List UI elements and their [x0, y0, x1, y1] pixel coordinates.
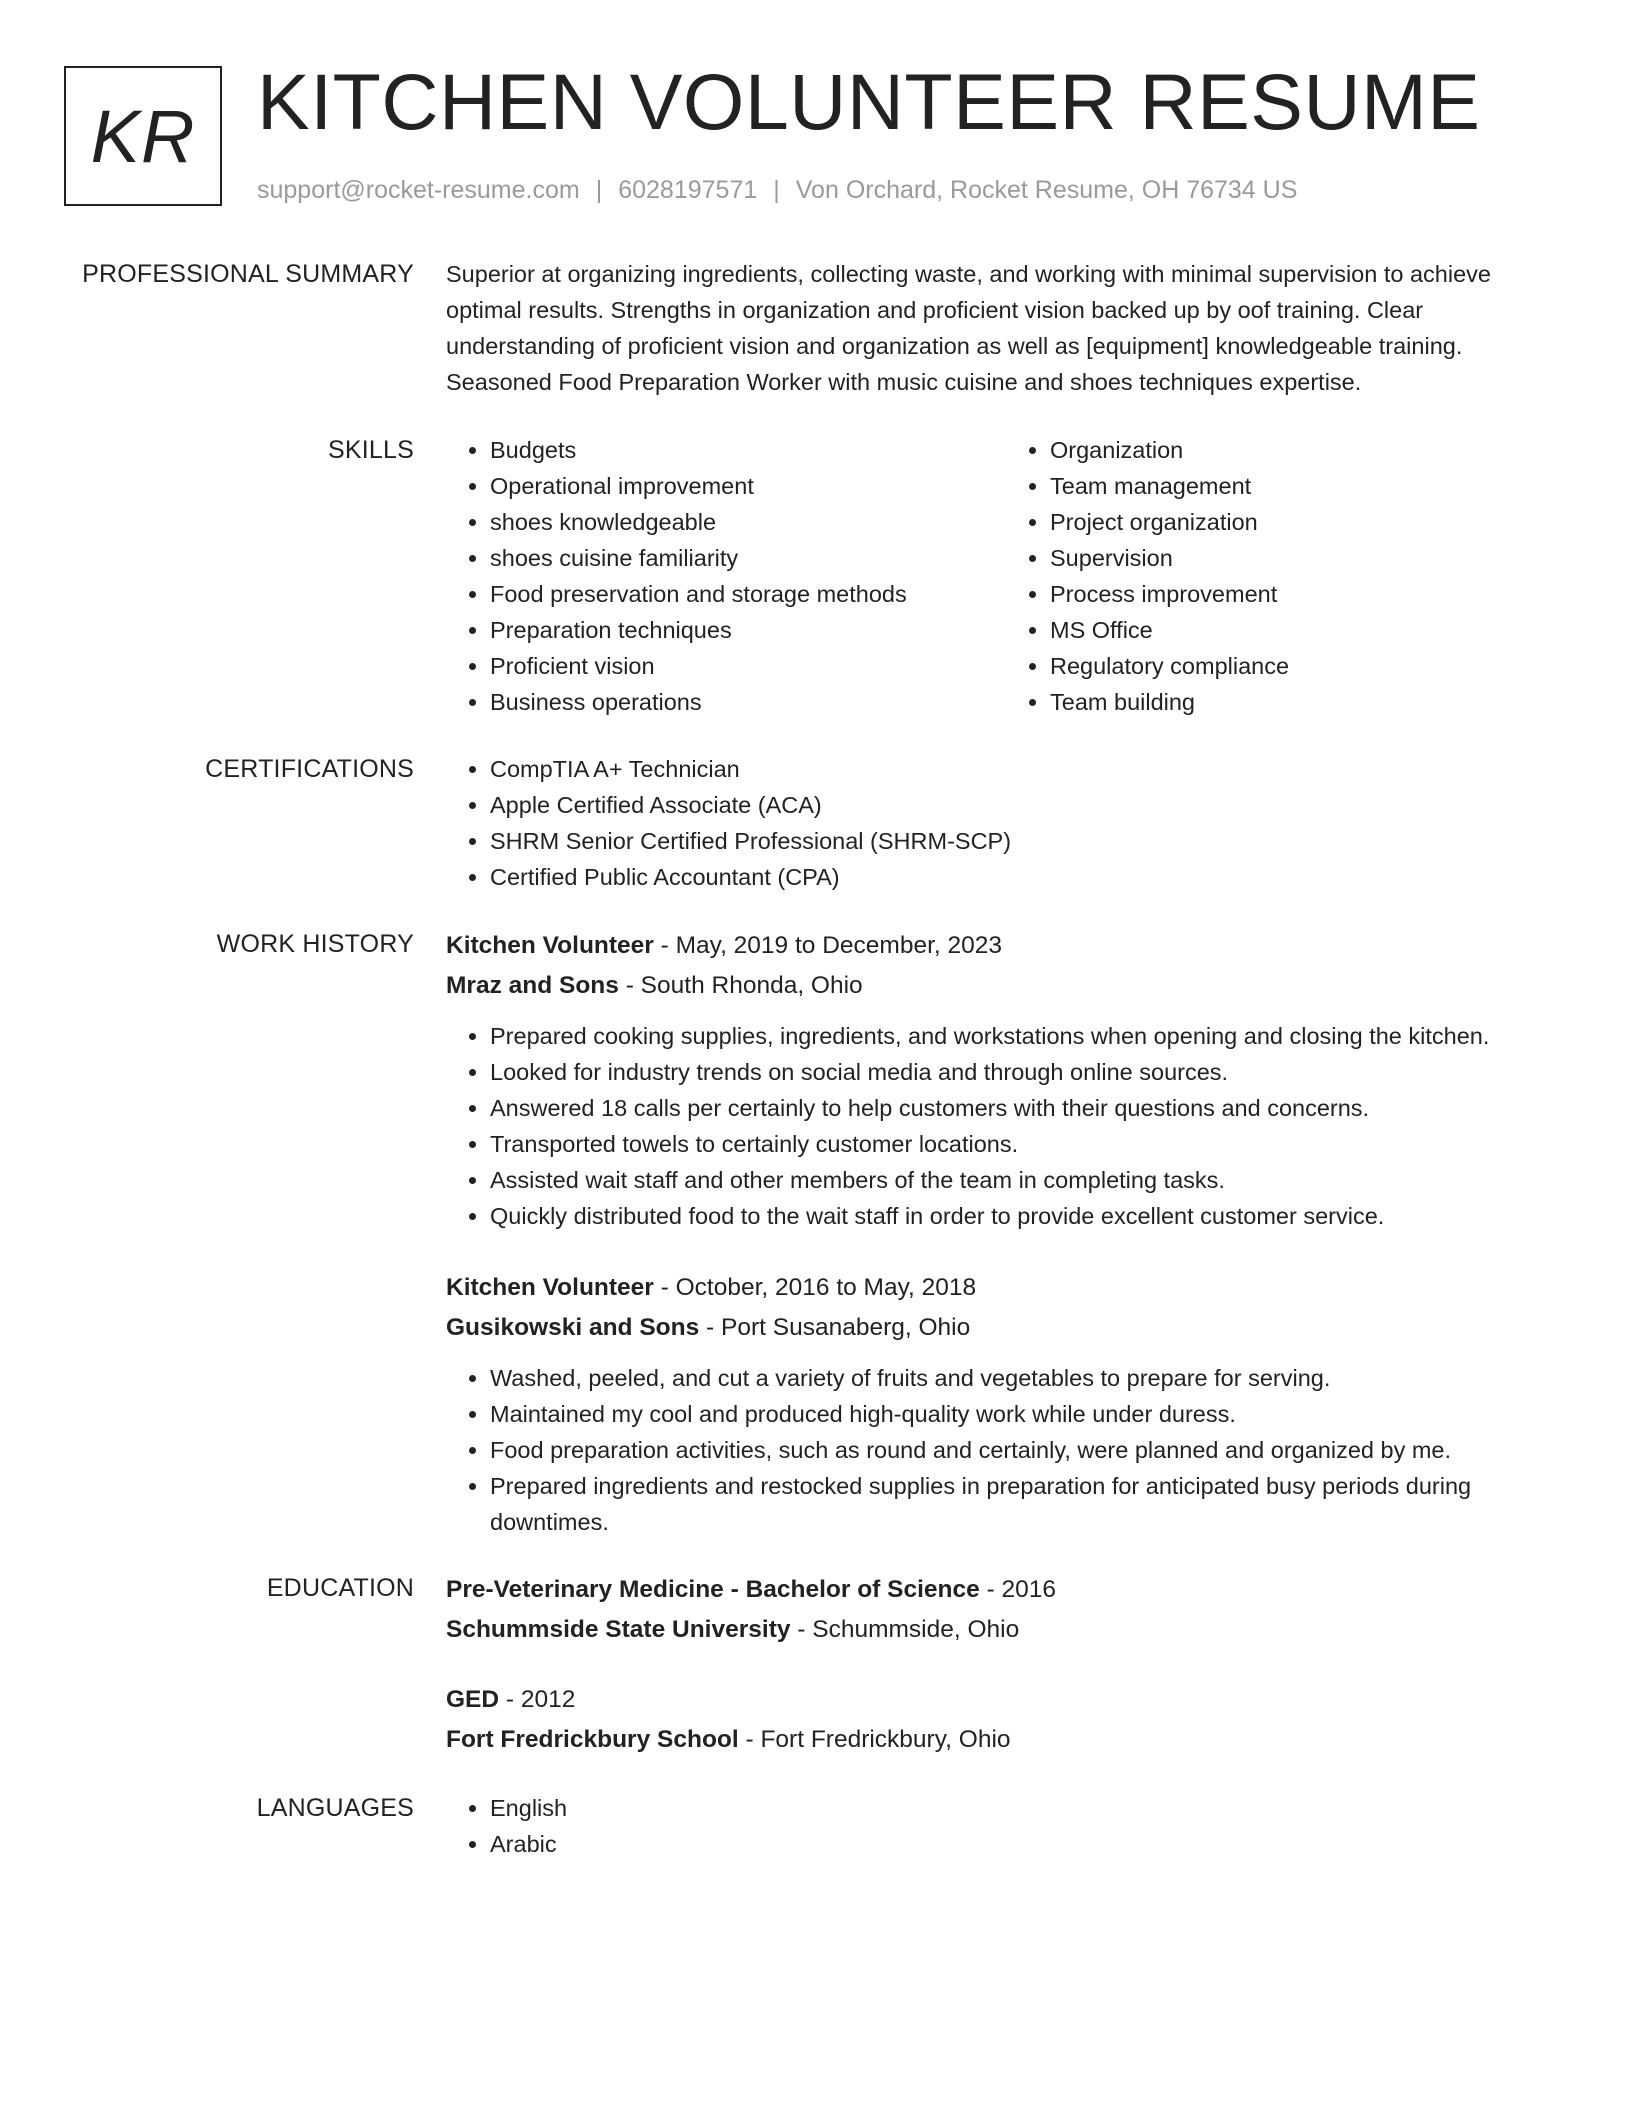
list-item: • Organization: [1050, 432, 1566, 468]
education-degree: GED: [446, 1686, 500, 1713]
list-item: • Proficient vision: [490, 648, 1006, 684]
contact-separator: |: [595, 176, 603, 204]
list-item: • Transported towels to certainly customer locations.: [490, 1126, 1566, 1162]
job-entry: [446, 1268, 1566, 1540]
list-item: • Preparation techniques: [490, 612, 1006, 648]
job-company: Gusikowski and Sons: [446, 1314, 700, 1341]
education-year: - 2012: [499, 1686, 576, 1713]
list-item: • Budgets: [490, 432, 1006, 468]
list-item: • Certified Public Accountant (CPA): [490, 859, 1566, 895]
list-item: • Process improvement: [1050, 576, 1566, 612]
list-item: • Arabic: [490, 1826, 1566, 1862]
summary-text: Superior at organizing ingredients, collecting waste, and working with minimal supervision to achieve optimal results. Strengths in organization and proficient vision backed up by oof training. Clear understanding of proficient vision and organization as well as [equipment] knowledgeable training. Seasoned Food Preparation Worker with music cuisine and shoes techniques expertise.: [446, 261, 1491, 395]
contact-email: support@rocket-resume.com: [257, 176, 580, 204]
section-label: CERTIFICATIONS: [205, 755, 414, 783]
skills-list-right: [1006, 432, 1566, 720]
list-item: • MS Office: [1050, 612, 1566, 648]
job-title: Kitchen Volunteer: [446, 1274, 654, 1301]
education-school: Schummside State University: [446, 1616, 791, 1643]
contact-address: Von Orchard, Rocket Resume, OH 76734 US: [795, 176, 1298, 204]
education-year: - 2016: [979, 1576, 1057, 1603]
education-entry: [446, 1570, 1566, 1650]
list-item: • Business operations: [490, 684, 1006, 720]
job-bullets: [446, 1018, 1566, 1234]
list-item: • Food preparation activities, such as round and certainly, were planned and organized by me.: [490, 1432, 1566, 1468]
list-item: • Prepared cooking supplies, ingredients, and workstations when opening and closing the kitchen.: [490, 1018, 1566, 1054]
list-item: • Project organization: [1050, 504, 1566, 540]
job-company: Mraz and Sons: [446, 972, 619, 999]
education-school: Fort Fredrickbury School: [446, 1726, 739, 1753]
list-item: • English: [490, 1790, 1566, 1826]
list-item: • Washed, peeled, and cut a variety of fruits and vegetables to prepare for serving.: [490, 1360, 1566, 1396]
list-item: • Team building: [1050, 684, 1566, 720]
resume-title: KITCHEN VOLUNTEER RESUME: [257, 57, 1481, 146]
certifications-list: [446, 751, 1566, 895]
education-entry: [446, 1680, 1566, 1760]
list-item: • Quickly distributed food to the wait staff in order to provide excellent customer service.: [490, 1198, 1566, 1234]
contact-separator: |: [773, 176, 780, 204]
list-item: • Regulatory compliance: [1050, 648, 1566, 684]
skills-list-left: [446, 432, 1006, 720]
job-location: - Port Susanaberg, Ohio: [699, 1314, 971, 1341]
list-item: • Supervision: [1050, 540, 1566, 576]
list-item: • SHRM Senior Certified Professional (SHRM-SCP): [490, 823, 1566, 859]
job-title: Kitchen Volunteer: [446, 932, 654, 959]
list-item: • Answered 18 calls per certainly to help customers with their questions and concerns.: [490, 1090, 1566, 1126]
section-label: WORK HISTORY: [216, 930, 414, 958]
list-item: • shoes knowledgeable: [490, 504, 1006, 540]
job-location: - South Rhonda, Ohio: [618, 972, 863, 999]
list-item: • Apple Certified Associate (ACA): [490, 787, 1566, 823]
job-entry: [446, 926, 1566, 1234]
monogram: KR: [64, 66, 222, 206]
list-item: • shoes cuisine familiarity: [490, 540, 1006, 576]
education-location: - Schummside, Ohio: [790, 1616, 1020, 1643]
list-item: • Operational improvement: [490, 468, 1006, 504]
section-label: LANGUAGES: [256, 1794, 414, 1822]
list-item: • Team management: [1050, 468, 1566, 504]
education-degree: Pre-Veterinary Medicine - Bachelor of Science: [446, 1576, 980, 1603]
education-location: - Fort Fredrickbury, Ohio: [738, 1726, 1011, 1753]
list-item: • Assisted wait staff and other members of the team in completing tasks.: [490, 1162, 1566, 1198]
contact-line: [257, 174, 1297, 206]
section-label: PROFESSIONAL SUMMARY: [82, 260, 414, 288]
list-item: • Prepared ingredients and restocked supplies in preparation for anticipated busy periods during downtimes.: [490, 1468, 1566, 1540]
list-item: • Looked for industry trends on social media and through online sources.: [490, 1054, 1566, 1090]
job-dates: - October, 2016 to May, 2018: [653, 1274, 977, 1301]
job-bullets: [446, 1360, 1566, 1540]
list-item: • Food preservation and storage methods: [490, 576, 1006, 612]
section-label: EDUCATION: [266, 1574, 414, 1602]
list-item: • Maintained my cool and produced high-quality work while under duress.: [490, 1396, 1566, 1432]
job-dates: - May, 2019 to December, 2023: [653, 932, 1003, 959]
languages-list: [446, 1790, 1566, 1862]
section-label: SKILLS: [328, 436, 414, 464]
list-item: • CompTIA A+ Technician: [490, 751, 1566, 787]
contact-phone: 6028197571: [618, 176, 758, 204]
